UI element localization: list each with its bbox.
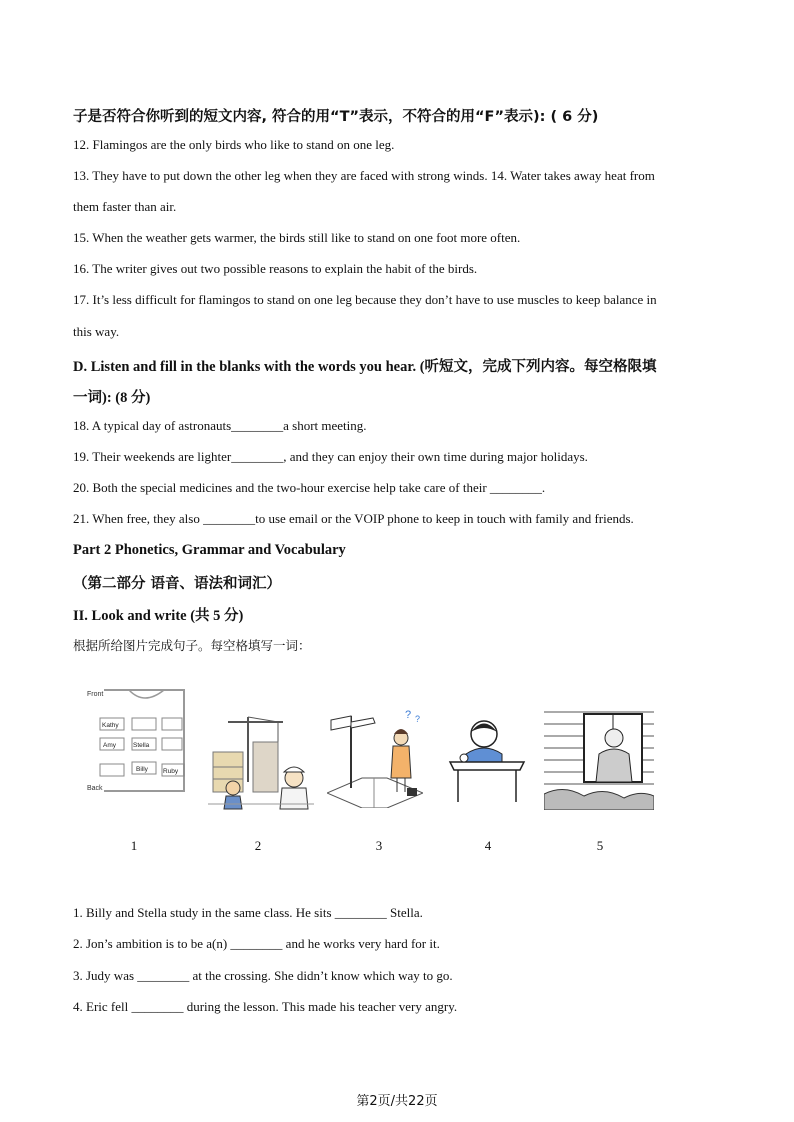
question-1: 1. Billy and Stella study in the same class. He sits ________ Stella.	[73, 905, 423, 920]
partD-title: D. Listen and fill in the blanks with the words you hear. (听短文，完成下列内容。每空格限填	[73, 359, 657, 375]
sectionII-instruction: 根据所给图片完成句子。每空格填写一词：	[73, 638, 311, 653]
picture-number-3: 3	[375, 838, 383, 853]
seat-stella: Stella	[133, 742, 150, 749]
sectionII-title: II. Look and write (共 5 分)	[73, 608, 244, 624]
seat-ruby: Ruby	[163, 768, 179, 775]
part2-subtitle: （第二部分 语音、语法和词汇）	[73, 576, 282, 592]
fill-item-20: 20. Both the special medicines and the two-hour exercise help take care of their ________.	[73, 480, 546, 495]
tf-item-15: 15. When the weather gets warmer, the birds still like to stand on one foot more often.	[73, 230, 521, 245]
part2-title: Part 2 Phonetics, Grammar and Vocabulary	[73, 542, 346, 558]
back-label: Back	[87, 785, 103, 792]
picture-number-2: 2	[254, 838, 262, 853]
page-footer: 第2页/共22页	[356, 1094, 438, 1109]
fill-item-21: 21. When free, they also ________to use email or the VOIP phone to keep in touch with family and friends.	[73, 511, 634, 526]
question-4: 4. Eric fell ________ during the lesson. This made his teacher very angry.	[73, 999, 458, 1014]
window-picture	[544, 704, 654, 810]
seat-billy: Billy	[136, 766, 148, 773]
seating-chart-picture	[84, 686, 188, 796]
tf-item-17-cont: this way.	[73, 324, 120, 339]
crossing-picture	[327, 708, 423, 808]
partD-title-cont: 一词): (8 分)	[73, 390, 151, 406]
sleeping-boy-picture	[446, 712, 528, 804]
engineer-picture	[208, 712, 314, 810]
tf-item-17: 17. It’s less difficult for flamingos to stand on one leg because they don’t have to use muscles to keep balance in	[73, 292, 657, 307]
seat-kathy: Kathy	[102, 722, 119, 729]
svg-text:?: ?	[405, 709, 412, 721]
fill-item-18: 18. A typical day of astronauts________a short meeting.	[73, 418, 367, 433]
question-3: 3. Judy was ________ at the crossing. She didn’t know which way to go.	[73, 968, 453, 983]
tf-item-12: 12. Flamingos are the only birds who like to stand on one leg.	[73, 137, 395, 152]
picture-number-1: 1	[130, 838, 138, 853]
picture-number-4: 4	[484, 838, 492, 853]
picture-number-5: 5	[596, 838, 604, 853]
seat-amy: Amy	[103, 742, 116, 749]
front-label: Front	[87, 691, 104, 698]
partC-instruction: 子是否符合你听到的短文内容, 符合的用“T”表示，不符合的用“F”表示): ( 6 分)	[73, 109, 599, 125]
tf-item-16: 16. The writer gives out two possible reasons to explain the habit of the birds.	[73, 261, 478, 276]
tf-item-14-cont: them faster than air.	[73, 199, 177, 214]
fill-item-19: 19. Their weekends are lighter________, and they can enjoy their own time during major holidays.	[73, 449, 588, 464]
question-2: 2. Jon’s ambition is to be a(n) ________ and he works very hard for it.	[73, 936, 440, 951]
tf-item-13-14: 13. They have to put down the other leg when they are faced with strong winds. 14. Water takes away heat from	[73, 168, 655, 183]
svg-text:?: ?	[415, 714, 421, 724]
